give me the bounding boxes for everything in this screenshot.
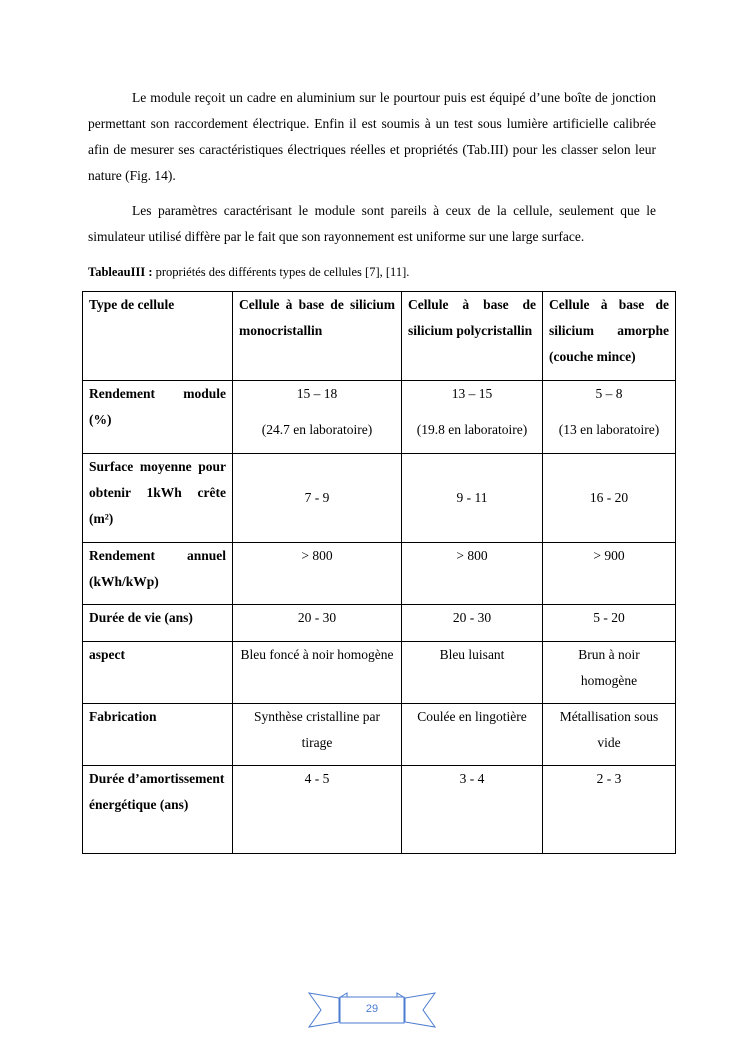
table-row: [83, 766, 676, 854]
cell-value: 13 – 15: [451, 386, 493, 401]
cell-subvalue: (19.8 en laboratoire): [416, 422, 528, 437]
table-cell: Coulée en lingotière: [402, 704, 543, 766]
table-cell: [543, 381, 676, 454]
table-row: [83, 605, 676, 642]
table-cell: 20 - 30: [233, 605, 402, 642]
page-footer: [307, 990, 437, 1030]
table-row: [83, 454, 676, 543]
table-cell: 4 - 5: [233, 766, 402, 854]
table-cell: 9 - 11: [402, 454, 543, 543]
cell-value: 5 – 8: [595, 386, 623, 401]
row-label: Rendement module (%): [83, 381, 233, 454]
row-label: Fabrication: [83, 704, 233, 766]
table-caption-label: TableauIII :: [88, 265, 153, 279]
table-cell: [402, 381, 543, 454]
table-cell: > 800: [233, 543, 402, 605]
row-label: Surface moyenne pour obtenir 1kWh crête (m²): [83, 454, 233, 543]
cell-value: 15 – 18: [296, 386, 338, 401]
header-cell-mono: Cellule à base de silicium monocristallin: [233, 292, 402, 381]
table-cell: Brun à noir homogène: [543, 642, 676, 704]
table-cell: 3 - 4: [402, 766, 543, 854]
paragraph-1-text: Le module reçoit un cadre en aluminium sur le pourtour puis est équipé d’une boîte de jonction permettant son raccordement électrique. Enfin il est soumis à un test sous lumière artificielle calibrée afin de mesurer ses caractéristiques électriques réelles et propriétés (Tab.III) pour les classer selon leur nature (Fig. 14).: [88, 90, 656, 183]
table-cell: Synthèse cristalline par tirage: [233, 704, 402, 766]
header-cell-amorphe: Cellule à base de silicium amorphe (couche mince): [543, 292, 676, 381]
cell-subvalue: (13 en laboratoire): [558, 422, 660, 437]
table-cell: 20 - 30: [402, 605, 543, 642]
header-cell-poly: Cellule à base de silicium polycristallin: [402, 292, 543, 381]
table-cell: > 900: [543, 543, 676, 605]
paragraph-2-text: Les paramètres caractérisant le module sont pareils à ceux de la cellule, seulement que le simulateur utilisé diffère par le fait que son rayonnement est uniforme sur une large surface.: [88, 203, 656, 244]
table-cell: 2 - 3: [543, 766, 676, 854]
table-cell: Métallisation sous vide: [543, 704, 676, 766]
row-label: aspect: [83, 642, 233, 704]
table-cell: 16 - 20: [543, 454, 676, 543]
paragraph-1: [88, 85, 656, 189]
table-row: [83, 642, 676, 704]
table-header-row: [83, 292, 676, 381]
table-caption-text: propriétés des différents types de cellules [7], [11].: [152, 265, 410, 279]
table-cell: [233, 381, 402, 454]
cell-subvalue: (24.7 en laboratoire): [261, 422, 373, 437]
row-label: Durée d’amortissement énergétique (ans): [83, 766, 233, 854]
table-cell: 5 - 20: [543, 605, 676, 642]
table-cell: Bleu luisant: [402, 642, 543, 704]
table-row: [83, 381, 676, 454]
row-label: Durée de vie (ans): [83, 605, 233, 642]
row-label: Rendement annuel (kWh/kWp): [83, 543, 233, 605]
table-caption: [88, 262, 409, 282]
table-row: [83, 543, 676, 605]
header-cell-type: Type de cellule: [83, 292, 233, 381]
page-number: 29: [365, 1003, 379, 1015]
table-cell: 7 - 9: [233, 454, 402, 543]
properties-table: [82, 291, 676, 854]
table-cell: > 800: [402, 543, 543, 605]
table-row: [83, 704, 676, 766]
table-cell: Bleu foncé à noir homogène: [233, 642, 402, 704]
paragraph-2: [88, 198, 656, 250]
